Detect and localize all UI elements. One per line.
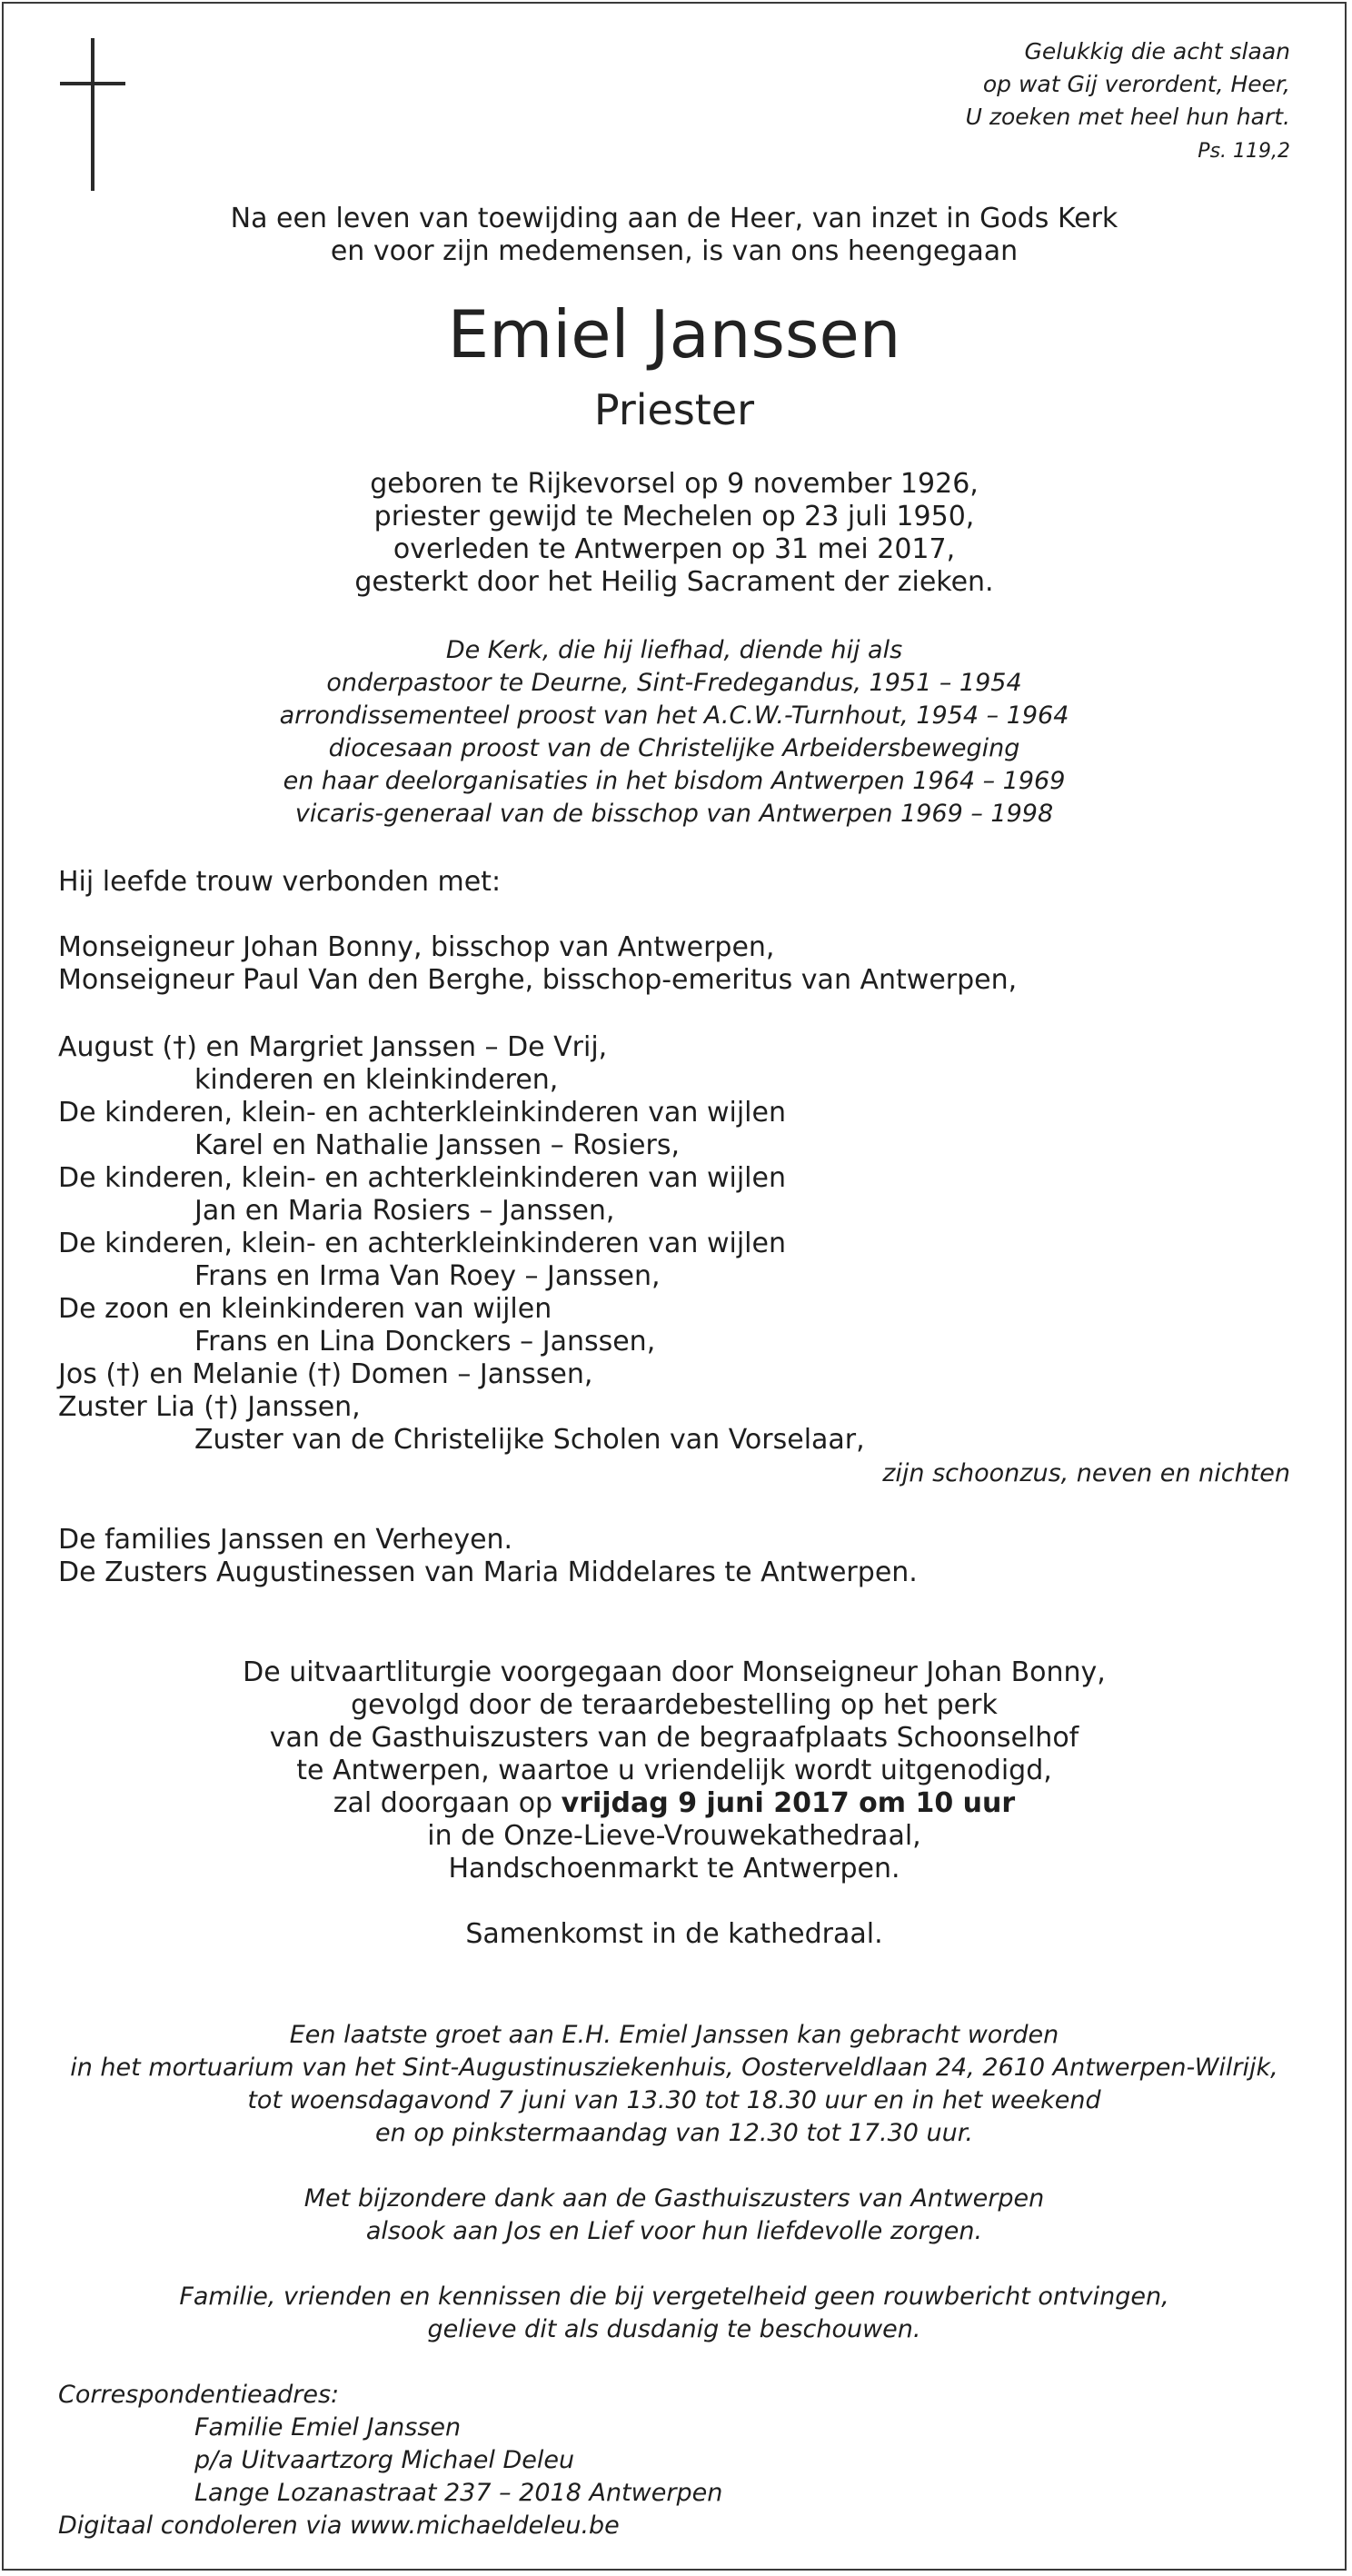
visitation-line: Een laatste groet aan E.H. Emiel Janssen kan gebracht worden bbox=[289, 2021, 1059, 2049]
career-line: vicaris-generaal van de bisschop van Antwerpen 1969 – 1998 bbox=[294, 800, 1054, 828]
family-line: Frans en Lina Donckers – Janssen, bbox=[194, 1326, 656, 1358]
cross-icon bbox=[91, 38, 94, 191]
family-line: Jos (†) en Melanie (†) Domen – Janssen, bbox=[58, 1358, 593, 1390]
career-line: De Kerk, die hij liefhad, diende hij als bbox=[445, 636, 903, 664]
bishop-line: Monseigneur Johan Bonny, bisschop van Antwerpen, bbox=[58, 931, 775, 963]
visitation-line: tot woensdagavond 7 juni van 13.30 tot 18.30 uur en in het weekend bbox=[247, 2086, 1101, 2114]
notice-line: Familie, vrienden en kennissen die bij vergetelheid geen rouwbericht ontvingen, bbox=[179, 2283, 1169, 2311]
family-line: kinderen en kleinkinderen, bbox=[194, 1064, 559, 1096]
funeral-date-line bbox=[4, 1787, 1345, 1819]
life-line: geboren te Rijkevorsel op 9 november 1926, bbox=[370, 468, 979, 500]
verse-line: U zoeken met heel hun hart. bbox=[965, 104, 1290, 130]
notice-line: gelieve dit als dusdanig te beschouwen. bbox=[427, 2315, 921, 2343]
correspondence-line: p/a Uitvaartzorg Michael Deleu bbox=[194, 2446, 575, 2474]
family-line: Frans en Irma Van Roey – Janssen, bbox=[194, 1260, 661, 1292]
life-line: priester gewijd te Mechelen op 23 juli 1950, bbox=[373, 501, 975, 532]
funeral-line: gevolgd door de teraardebestelling op het perk bbox=[351, 1689, 998, 1721]
family-line: August (†) en Margriet Janssen – De Vrij, bbox=[58, 1031, 608, 1063]
correspondence-label: Correspondentieadres: bbox=[58, 2381, 340, 2409]
family-line: Zuster van de Christelijke Scholen van Vorselaar, bbox=[194, 1424, 865, 1456]
funeral-date: vrijdag 9 juni 2017 om 10 uur bbox=[561, 1787, 1016, 1819]
family-line: De kinderen, klein- en achterkleinkinderen van wijlen bbox=[58, 1097, 786, 1129]
life-line: overleden te Antwerpen op 31 mei 2017, bbox=[393, 533, 956, 565]
family-line: Karel en Nathalie Janssen – Rosiers, bbox=[194, 1129, 681, 1161]
funeral-line: te Antwerpen, waartoe u vriendelijk wordt uitgenodigd, bbox=[296, 1755, 1052, 1786]
correspondence-line: Familie Emiel Janssen bbox=[194, 2413, 462, 2442]
family-line: De kinderen, klein- en achterkleinkinderen van wijlen bbox=[58, 1162, 786, 1194]
verse-line: op wat Gij verordent, Heer, bbox=[982, 71, 1290, 97]
visitation-line: in het mortuarium van het Sint-Augustinusziekenhuis, Oosterveldlaan 24, 2610 Antwerpen-Wilrijk, bbox=[70, 2054, 1278, 2082]
thanks-line: alsook aan Jos en Lief voor hun liefdevolle zorgen. bbox=[365, 2217, 983, 2245]
thanks-line: Met bijzondere dank aan de Gasthuiszusters van Antwerpen bbox=[303, 2184, 1045, 2213]
funeral-date-prefix: zal doorgaan op bbox=[333, 1787, 562, 1819]
deceased-name: Emiel Janssen bbox=[447, 296, 901, 373]
family-line: De kinderen, klein- en achterkleinkinderen van wijlen bbox=[58, 1228, 786, 1259]
intro-line: en voor zijn medemensen, is van ons heengegaan bbox=[330, 235, 1019, 267]
online-condolence: Digitaal condoleren via www.michaeldeleu.be bbox=[58, 2511, 620, 2540]
funeral-line: van de Gasthuiszusters van de begraafplaats Schoonselhof bbox=[269, 1722, 1079, 1754]
family-note: zijn schoonzus, neven en nichten bbox=[882, 1459, 1290, 1487]
family-line: Zuster Lia (†) Janssen, bbox=[58, 1391, 361, 1423]
career-line: arrondissementeel proost van het A.C.W.-Turnhout, 1954 – 1964 bbox=[279, 701, 1069, 730]
career-line: onderpastoor te Deurne, Sint-Fredegandus, 1951 – 1954 bbox=[326, 669, 1022, 697]
career-line: en haar deelorganisaties in het bisdom Antwerpen 1964 – 1969 bbox=[283, 767, 1066, 795]
family-line: Jan en Maria Rosiers – Janssen, bbox=[194, 1195, 615, 1227]
correspondence-line: Lange Lozanastraat 237 – 2018 Antwerpen bbox=[194, 2479, 723, 2507]
obituary-page bbox=[2, 2, 1347, 2571]
funeral-line: De uitvaartliturgie voorgegaan door Monseigneur Johan Bonny, bbox=[243, 1656, 1106, 1688]
verse-line: Gelukkig die acht slaan bbox=[1024, 38, 1290, 65]
connected-intro: Hij leefde trouw verbonden met: bbox=[58, 866, 502, 898]
career-line: diocesaan proost van de Christelijke Arbeidersbeweging bbox=[328, 734, 1020, 762]
funeral-line: in de Onze-Lieve-Vrouwekathedraal, bbox=[427, 1820, 921, 1852]
funeral-line: Handschoenmarkt te Antwerpen. bbox=[448, 1853, 900, 1885]
visitation-line: en op pinkstermaandag van 12.30 tot 17.30 uur. bbox=[375, 2119, 973, 2147]
family-line: De zoon en kleinkinderen van wijlen bbox=[58, 1293, 552, 1325]
deceased-title: Priester bbox=[593, 385, 755, 434]
gathering: Samenkomst in de kathedraal. bbox=[465, 1918, 883, 1950]
cross-icon-bar bbox=[60, 82, 125, 85]
others-line: De families Janssen en Verheyen. bbox=[58, 1524, 513, 1556]
verse-reference: Ps. 119,2 bbox=[1198, 140, 1290, 163]
others-line: De Zusters Augustinessen van Maria Middelares te Antwerpen. bbox=[58, 1557, 918, 1588]
bishop-line: Monseigneur Paul Van den Berghe, bisschop-emeritus van Antwerpen, bbox=[58, 964, 1018, 996]
intro-line: Na een leven van toewijding aan de Heer, van inzet in Gods Kerk bbox=[230, 203, 1118, 234]
life-line: gesterkt door het Heilig Sacrament der zieken. bbox=[354, 566, 994, 598]
